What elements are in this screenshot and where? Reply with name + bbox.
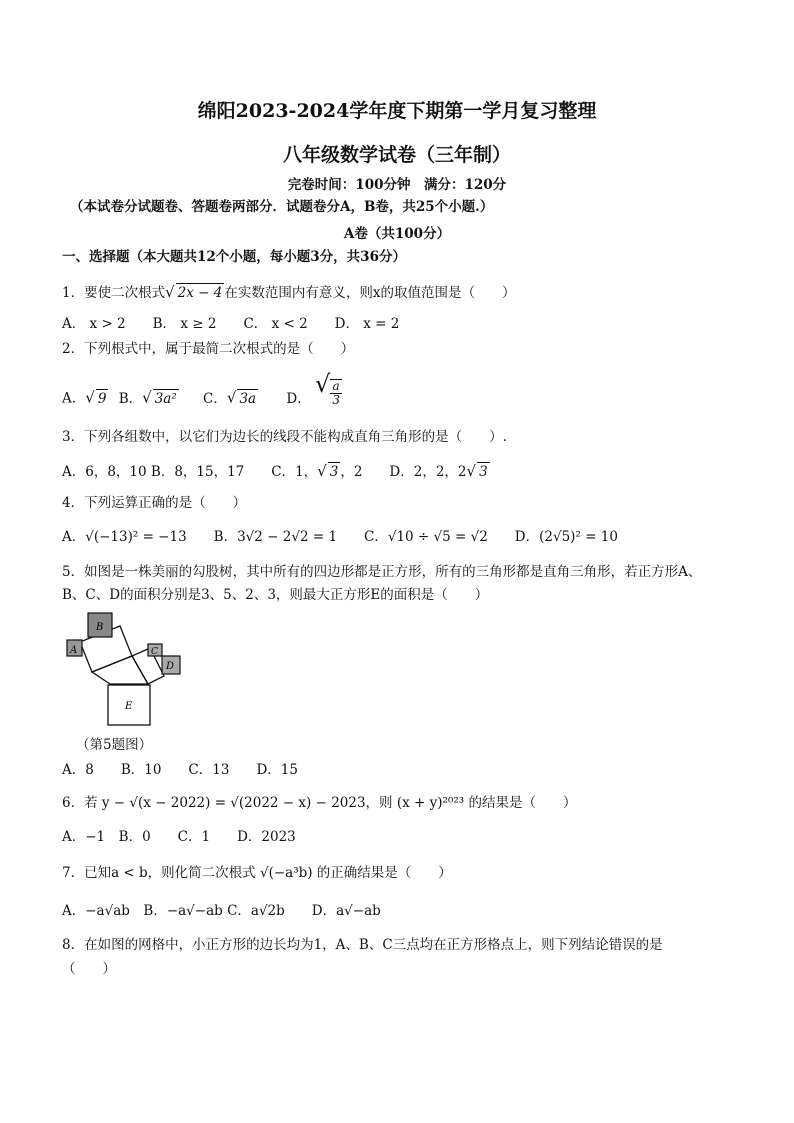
sqrt-symbol: √ bbox=[85, 388, 95, 407]
question-6: 6．若 y − √(x − 2022) = √(2022 − x) − 2023，则 (x + y)²⁰²³ 的结果是（ ） bbox=[62, 795, 577, 811]
question-5-line1: 5．如图是一株美丽的勾股树，其中所有的四边形都是正方形，所有的三角形都是直角三角形，若正方形A、 bbox=[62, 564, 702, 580]
q2-d-numerator: a bbox=[330, 380, 342, 394]
sqrt-symbol: √ bbox=[466, 462, 477, 480]
q7-options: A．−a√ab B．−a√−ab C．a√2b D．a√−ab bbox=[62, 903, 381, 919]
question-3: 3．下列各组数中，以它们为边长的线段不能构成直角三角形的是（ ）. bbox=[62, 429, 507, 445]
q2-d-denominator: 3 bbox=[332, 393, 340, 407]
exam-title: 绵阳2023-2024学年度下期第一学月复习整理 bbox=[197, 100, 597, 122]
q3-options bbox=[62, 462, 490, 481]
square-e-label: E bbox=[125, 701, 133, 712]
q5-caption: （第5题图） bbox=[76, 737, 153, 753]
part1-heading: 一、选择题（本大题共12个小题，每小题3分，共36分） bbox=[62, 249, 406, 265]
square-a-label: A bbox=[70, 645, 78, 656]
q2-a-radicand: 9 bbox=[97, 390, 107, 407]
question-8-line1: 8．在如图的网格中，小正方形的边长均为1，A、B、C三点均在正方形格点上，则下列结论错误的是 bbox=[62, 937, 663, 953]
q2-options bbox=[62, 370, 342, 415]
question-8-line2: （ ） bbox=[62, 961, 116, 977]
sqrt-symbol: √ bbox=[226, 388, 237, 407]
section-a-heading: A卷（共100分） bbox=[343, 226, 451, 242]
exam-subtitle: 八年级数学试卷（三年制） bbox=[282, 144, 511, 166]
q2-d-fraction: √ $\frac{a}{3}$ bbox=[315, 370, 340, 407]
sqrt-symbol: √ bbox=[165, 283, 175, 301]
sqrt-symbol: √ bbox=[317, 462, 327, 480]
q4-options: A．√(−13)² = −13 B．3√2 − 2√2 = 1 C．√10 ÷ √5 = √2 D．(2√5)² = 10 bbox=[62, 529, 618, 545]
q2-c: C． bbox=[203, 390, 227, 407]
square-c-label: C bbox=[151, 647, 158, 657]
pythagoras-tree-figure bbox=[62, 608, 192, 726]
q2-d: D． bbox=[286, 390, 311, 407]
exam-meta: 完卷时间：100分钟 满分：120分 bbox=[287, 177, 507, 193]
question-2: 2．下列根式中，属于最简二次根式的是（ ） bbox=[62, 341, 355, 357]
q1-options: A． x > 2 B． x ≥ 2 C． x < 2 D． x = 2 bbox=[62, 316, 400, 332]
q1-pre: 1．要使二次根式 bbox=[62, 285, 166, 301]
q3-options-part2: ，2 D．2，2，2 bbox=[340, 464, 467, 480]
exam-note: （本试卷分试题卷、答题卷两部分．试题卷分A，B卷，共25个小题.） bbox=[70, 199, 494, 215]
q1-radicand: 2x − 4 bbox=[177, 285, 223, 301]
square-d-label: D bbox=[166, 661, 175, 672]
square-b-label: B bbox=[96, 622, 104, 633]
question-5-line2: B、C、D的面积分别是3、5、2、3，则最大正方形E的面积是（ ） bbox=[62, 587, 489, 603]
q2-c-radicand: 3a bbox=[239, 390, 257, 407]
q1-post: 在实数范围内有意义，则x的取值范围是（ ） bbox=[224, 285, 516, 301]
question-1 bbox=[62, 283, 515, 302]
q2-b-radicand: 3a² bbox=[154, 390, 177, 407]
q3-options-part1: A．6，8，10 B．8，15，17 C．1， bbox=[62, 464, 318, 480]
q3-rad1: 3 bbox=[329, 464, 339, 480]
q6-options: A．−1 B．0 C．1 D．2023 bbox=[62, 829, 296, 845]
q2-b: B． bbox=[118, 390, 143, 407]
question-4: 4．下列运算正确的是（ ） bbox=[62, 495, 247, 511]
q3-rad2: 3 bbox=[479, 464, 488, 480]
q2-a: A． bbox=[62, 390, 86, 407]
q5-options: A．8 B．10 C．13 D．15 bbox=[62, 762, 298, 778]
sqrt-symbol: √ bbox=[142, 388, 152, 407]
question-7: 7．已知a < b，则化简二次根式 √(−a³b) 的正确结果是（ ） bbox=[62, 865, 452, 881]
